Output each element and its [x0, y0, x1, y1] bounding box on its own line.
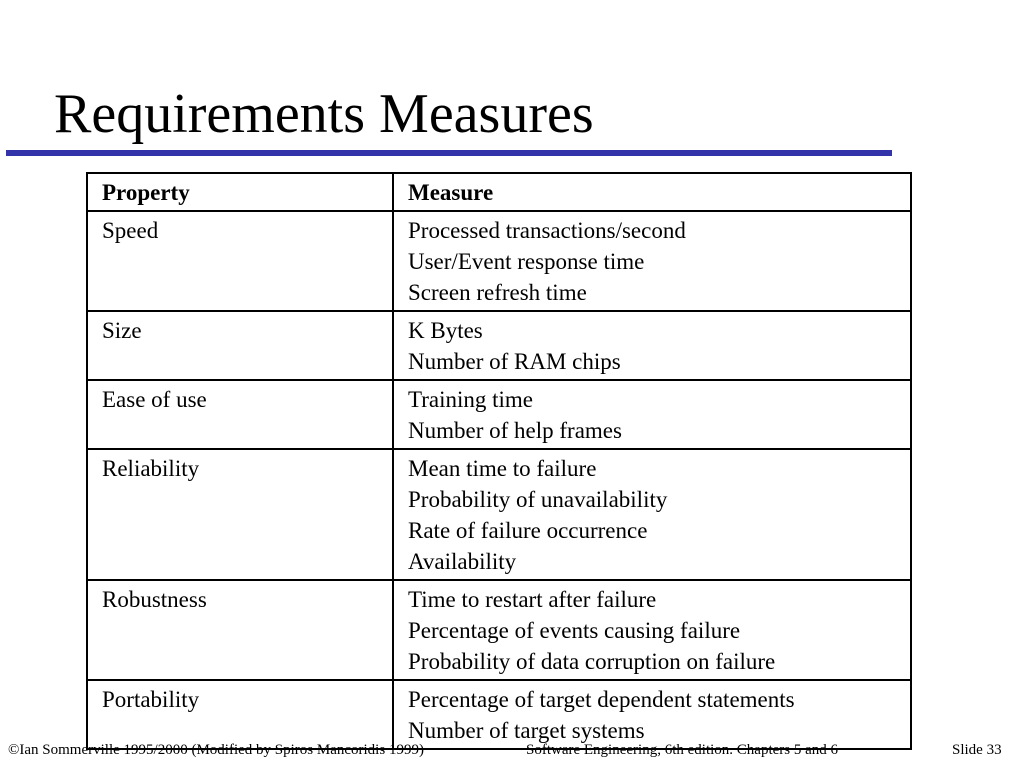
footer-book: Software Engineering, 6th edition. Chapters 5 and 6	[526, 742, 839, 758]
property-cell: Portability	[102, 687, 200, 712]
measure-line: K Bytes	[408, 318, 483, 343]
table-row-speed	[86, 212, 912, 312]
property-cell: Speed	[102, 218, 159, 243]
measure-line: Probability of data corruption on failure	[408, 649, 776, 674]
title-underline	[6, 150, 892, 156]
property-cell: Reliability	[102, 456, 200, 481]
header-measure-label: Measure	[408, 180, 494, 205]
property-cell: Size	[102, 318, 142, 343]
measure-line: Screen refresh time	[408, 280, 587, 305]
measure-line: Rate of failure occurrence	[408, 518, 648, 543]
footer-slide-number: Slide 33	[952, 742, 1002, 758]
measure-cell	[392, 212, 910, 310]
table-header-row	[86, 172, 912, 212]
measure-line: Number of target systems	[408, 718, 645, 743]
measure-line: Processed transactions/second	[408, 218, 686, 243]
table-row-size	[86, 312, 912, 381]
measure-cell	[392, 581, 910, 679]
header-measure	[392, 174, 910, 210]
slide-title: Requirements Measures	[54, 83, 594, 145]
table-row-ease-of-use	[86, 381, 912, 450]
measure-line: Time to restart after failure	[408, 587, 657, 612]
measure-line: User/Event response time	[408, 249, 645, 274]
measure-cell	[392, 312, 910, 379]
footer-copyright: ©Ian Sommerville 1995/2000 (Modified by Spiros Mancoridis 1999)	[8, 742, 424, 758]
measure-cell	[392, 681, 910, 748]
measure-line: Number of RAM chips	[408, 349, 621, 374]
property-cell: Robustness	[102, 587, 207, 612]
measure-cell	[392, 450, 910, 579]
property-cell: Ease of use	[102, 387, 207, 412]
measure-line: Training time	[408, 387, 534, 412]
table-row-portability	[86, 681, 912, 750]
requirements-table	[86, 172, 912, 750]
measure-line: Mean time to failure	[408, 456, 597, 481]
table-row-reliability	[86, 450, 912, 581]
measure-line: Number of help frames	[408, 418, 622, 443]
measure-line: Percentage of target dependent statements	[408, 687, 795, 712]
header-property: Property	[102, 180, 190, 205]
measure-line: Percentage of events causing failure	[408, 618, 741, 643]
measure-line: Probability of unavailability	[408, 487, 668, 512]
measure-line: Availability	[408, 549, 517, 574]
table-row-robustness	[86, 581, 912, 681]
measure-cell	[392, 381, 910, 448]
